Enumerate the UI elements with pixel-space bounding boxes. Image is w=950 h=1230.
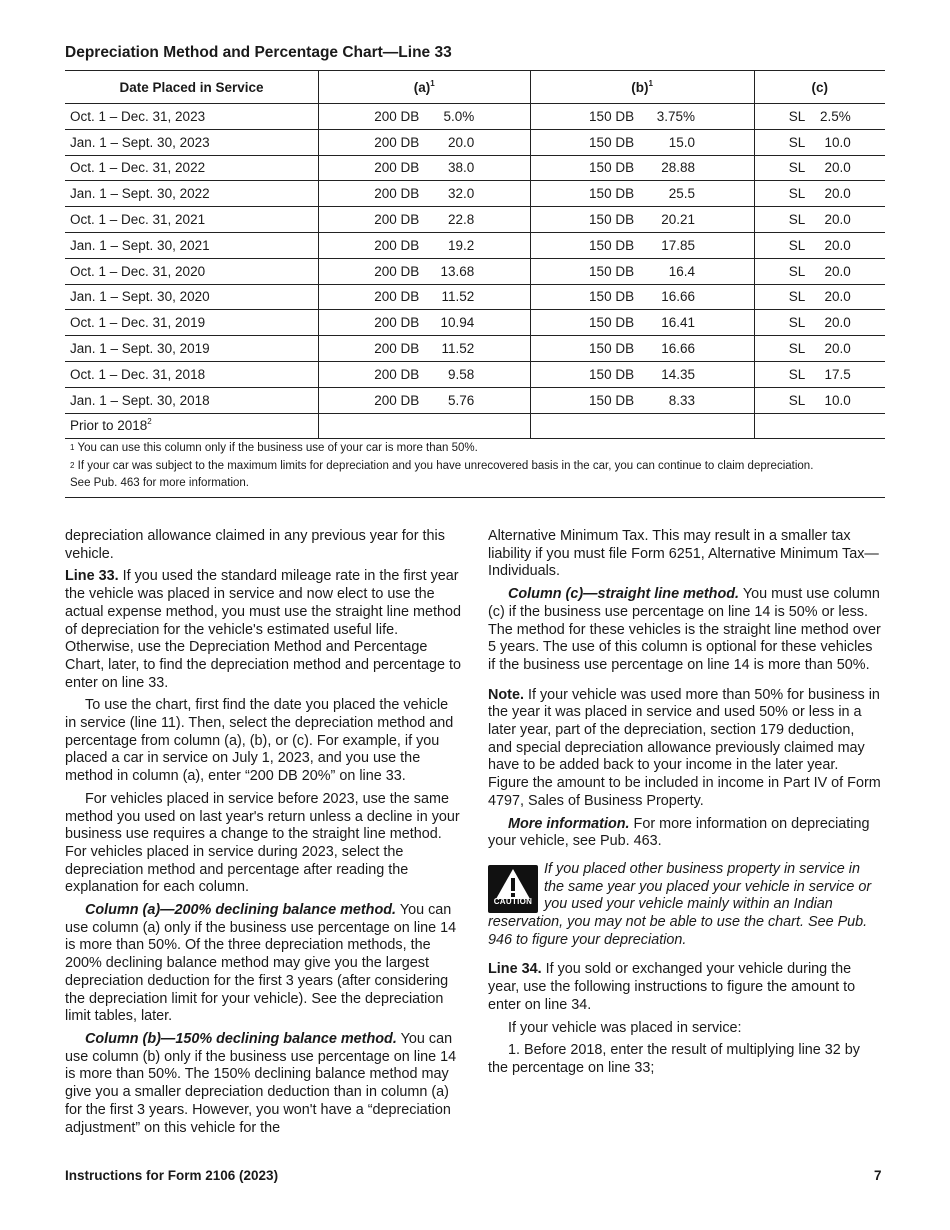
col-c-cell: SL 2.5%	[754, 104, 885, 130]
paragraph: Column (c)—straight line method. You must use column (c) if the business use percentage on line 14 is 50% or less. The method for these vehicles is the straight line method over 5 years. The use of this column is optional for these vehicles if the business use percentage on line 14 is more than 50%.	[488, 586, 881, 673]
table-row	[65, 129, 885, 155]
footer-form-title: Instructions for Form 2106 (2023)	[65, 1168, 279, 1183]
col-a-cell: 200 DB 5.0%	[319, 104, 531, 130]
paragraph-heading: Column (b)—150% declining balance method.	[85, 1030, 397, 1047]
table-row	[65, 155, 885, 181]
table-row	[65, 310, 885, 336]
col-a-cell: 200 DB 22.8	[319, 207, 531, 233]
col-c-cell: SL 10.0	[754, 387, 885, 413]
paragraph-heading: Column (c)—straight line method.	[508, 586, 740, 603]
paragraph: If your vehicle was placed in service:	[508, 1019, 742, 1036]
chart-title: Depreciation Method and Percentage Chart—Line 33	[65, 44, 452, 61]
date-cell: Oct. 1 – Dec. 31, 2018	[65, 361, 319, 387]
col-c-cell: SL 10.0	[754, 129, 885, 155]
col-b-cell: 150 DB 15.0	[530, 129, 754, 155]
col-a-cell: 200 DB 32.0	[319, 181, 531, 207]
col-b-cell: 150 DB 16.66	[530, 284, 754, 310]
paragraph-heading: Note.	[488, 686, 524, 703]
paragraph: Column (b)—150% declining balance method. You can use column (b) only if the business use percentage on line 14 is more than 50%. The 150% declining balance method may give you a smaller depreciation deduction than in column (a) for the first 3 years. However, you won't have a “depreciation adjustment” on this vehicle for the	[65, 1030, 457, 1136]
col-a-cell: 200 DB 13.68	[319, 258, 531, 284]
caution-icon: CAUTION	[488, 865, 538, 913]
paragraph-heading: Line 33.	[65, 568, 119, 585]
table-row	[65, 258, 885, 284]
paragraph: depreciation allowance claimed in any previous year for this vehicle.	[65, 528, 445, 562]
paragraph: To use the chart, first find the date you placed the vehicle in service (line 11). Then, select the depreciation method and percentage from column (a), (b), or (c). For example, if you placed a car in service on July 1, 2023, and you use the method in column (a), enter “200 DB 20%” on line 33.	[65, 697, 454, 785]
header-date: Date Placed in Service	[65, 71, 319, 104]
date-cell: Jan. 1 – Sept. 30, 2019	[65, 336, 319, 362]
col-b-cell: 150 DB 14.35	[530, 361, 754, 387]
date-cell: Oct. 1 – Dec. 31, 2020	[65, 258, 319, 284]
col-a-cell: 200 DB 5.76	[319, 387, 531, 413]
right-column	[488, 528, 882, 1083]
table-row	[65, 387, 885, 413]
table-row	[65, 413, 885, 439]
date-cell: Jan. 1 – Sept. 30, 2018	[65, 387, 319, 413]
paragraph: Line 34. If you sold or exchanged your vehicle during the year, use the following instructions to figure the amount to enter on line 34.	[488, 961, 856, 1013]
paragraph-heading: Line 34.	[488, 961, 542, 978]
col-c-cell: SL 20.0	[754, 181, 885, 207]
page-number: 7	[874, 1168, 882, 1183]
empty-cell	[319, 413, 531, 439]
date-cell: Oct. 1 – Dec. 31, 2019	[65, 310, 319, 336]
paragraph-heading: More information.	[508, 815, 630, 832]
paragraph: Line 33. If you used the standard mileage rate in the first year the vehicle was placed in service and now elect to use the actual expense method, you must use the straight line method of depreciation for the vehicle's estimated useful life. Otherwise, use the Depreciation Method and Percentage Chart, later, to find the depreciation method and percentage to enter on line 33.	[65, 568, 462, 691]
date-cell: Jan. 1 – Sept. 30, 2023	[65, 129, 319, 155]
col-b-cell: 150 DB 3.75%	[530, 104, 754, 130]
col-a-cell: 200 DB 11.52	[319, 284, 531, 310]
date-cell: Jan. 1 – Sept. 30, 2021	[65, 232, 319, 258]
date-cell: Oct. 1 – Dec. 31, 2021	[65, 207, 319, 233]
date-cell: Jan. 1 – Sept. 30, 2022	[65, 181, 319, 207]
paragraph: 1. Before 2018, enter the result of multiplying line 32 by the percentage on line 33;	[488, 1042, 860, 1076]
col-c-cell: SL 20.0	[754, 155, 885, 181]
col-c-cell: SL 20.0	[754, 258, 885, 284]
paragraph: Column (a)—200% declining balance method. You can use column (a) only if the business use percentage on line 14 is more than 50%. Of the three depreciation methods, the 200% declining balance method may give you the largest depreciation deduction for the first 3 years (after considering the depreciation limit for your vehicle). See the depreciation limit tables, later.	[65, 902, 457, 1025]
table-header-row	[65, 71, 885, 104]
col-b-cell: 150 DB 16.4	[530, 258, 754, 284]
col-b-cell: 150 DB 16.66	[530, 336, 754, 362]
col-a-cell: 200 DB 38.0	[319, 155, 531, 181]
col-b-cell: 150 DB 20.21	[530, 207, 754, 233]
table-row	[65, 284, 885, 310]
footnotes	[70, 440, 813, 493]
col-b-cell: 150 DB 28.88	[530, 155, 754, 181]
header-b: $(b)^1$	[530, 71, 754, 104]
paragraph: Alternative Minimum Tax. This may result in a smaller tax liability if you must file Form 6251, Alternative Minimum Tax—Individuals.	[488, 528, 879, 580]
col-b-cell: 150 DB 17.85	[530, 232, 754, 258]
header-c: (c)	[754, 71, 885, 104]
table-row	[65, 361, 885, 387]
table-row	[65, 104, 885, 130]
col-b-cell: 150 DB 16.41	[530, 310, 754, 336]
table-row	[65, 336, 885, 362]
date-cell: Jan. 1 – Sept. 30, 2020	[65, 284, 319, 310]
col-c-cell: SL 20.0	[754, 207, 885, 233]
footnote: $^2$ If your car was subject to the maximum limits for depreciation and you have unrecovered basis in the car, you can continue to claim depreciation.	[70, 459, 814, 472]
date-cell: Prior to 2018$^2$	[65, 413, 319, 439]
divider	[65, 497, 885, 498]
header-a: $(a)^1$	[319, 71, 531, 104]
col-b-cell: 150 DB 25.5	[530, 181, 754, 207]
date-cell: Oct. 1 – Dec. 31, 2023	[65, 104, 319, 130]
col-c-cell: SL 20.0	[754, 310, 885, 336]
col-c-cell: SL 20.0	[754, 232, 885, 258]
empty-cell	[754, 413, 885, 439]
col-c-cell: SL 20.0	[754, 336, 885, 362]
date-cell: Oct. 1 – Dec. 31, 2022	[65, 155, 319, 181]
empty-cell	[530, 413, 754, 439]
col-c-cell: SL 20.0	[754, 284, 885, 310]
table-row	[65, 181, 885, 207]
footnote: See Pub. 463 for more information.	[70, 477, 249, 489]
paragraph: Note. If your vehicle was used more than 50% for business in the year it was placed in service and used 50% or less in a later year, part of the depreciation, section 179 deduction, and special depreciation allowance previously claimed may have to be added back to your income in the later year. Figure the amount to be included in income in Part IV of Form 4797, Sales of Business Property.	[488, 686, 881, 809]
col-a-cell: 200 DB 9.58	[319, 361, 531, 387]
table-row	[65, 207, 885, 233]
col-a-cell: 200 DB 10.94	[319, 310, 531, 336]
paragraph: More information. For more information on depreciating your vehicle, see Pub. 463.	[488, 815, 870, 850]
table-row	[65, 232, 885, 258]
depreciation-chart-table	[65, 70, 885, 439]
caution-block	[488, 861, 882, 950]
paragraph: For vehicles placed in service before 2023, use the same method you used on last year's return unless a decline in your business use requires a change to the straight line method. For vehicles placed in service during 2023, select the depreciation method and percentage after reading the explanation for each column.	[65, 790, 460, 896]
col-a-cell: 200 DB 11.52	[319, 336, 531, 362]
col-c-cell: SL 17.5	[754, 361, 885, 387]
footnote: $^1$ You can use this column only if the business use of your car is more than 50%.	[70, 442, 478, 454]
left-column	[65, 528, 463, 1142]
col-b-cell: 150 DB 8.33	[530, 387, 754, 413]
caution-text: If you placed other business property in service in the same year you placed your vehicle in service or you used your vehicle mainly within an Indian reservation, you may not be able to use the chart. See Pub. 946 to figure your depreciation.	[488, 860, 872, 948]
col-a-cell: 200 DB 20.0	[319, 129, 531, 155]
paragraph-heading: Column (a)—200% declining balance method.	[85, 902, 397, 919]
col-a-cell: 200 DB 19.2	[319, 232, 531, 258]
